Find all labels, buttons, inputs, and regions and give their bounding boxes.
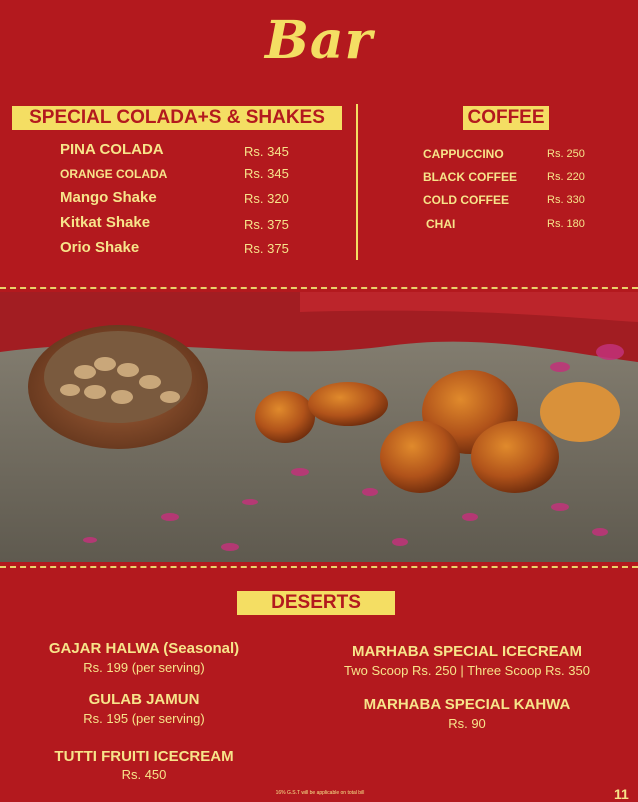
special-item-name: Mango Shake	[60, 189, 157, 206]
coffee-item-price: Rs. 250	[547, 148, 585, 160]
deserts-heading: DESERTS	[237, 591, 395, 615]
special-item-price: Rs. 345	[244, 166, 289, 181]
special-item-name: Orio Shake	[60, 239, 140, 256]
coffee-item-name: CHAI	[426, 217, 456, 231]
desert-price: Rs. 90	[448, 716, 486, 731]
section-divider	[356, 104, 358, 260]
special-item-price: Rs. 375	[244, 241, 289, 256]
divider-top	[0, 287, 638, 289]
special-item-price: Rs. 375	[244, 217, 289, 232]
dessert-illustration	[0, 292, 638, 562]
special-item-name: PINA COLADA	[60, 141, 164, 158]
desert-price: Rs. 199 (per serving)	[83, 660, 205, 675]
desert-price: Rs. 195 (per serving)	[83, 711, 205, 726]
coffee-item-price: Rs. 220	[547, 171, 585, 183]
desert-name: TUTTI FRUITI ICECREAM	[54, 748, 234, 765]
coffee-item-name: COLD COFFEE	[423, 193, 509, 207]
desert-name: MARHABA SPECIAL ICECREAM	[351, 643, 582, 660]
special-item-name: Kitkat Shake	[60, 214, 151, 231]
coffee-heading: COFFEE	[463, 106, 549, 130]
special-item-name: ORANGE COLADA	[60, 167, 168, 181]
special-heading: SPECIAL COLADA+S & SHAKES	[12, 106, 342, 130]
dessert-photo	[0, 292, 638, 562]
coffee-item-price: Rs. 330	[547, 194, 585, 206]
desert-price: Rs. 450	[121, 767, 167, 782]
coffee-item-name: BLACK COFFEE	[423, 170, 517, 184]
special-item-price: Rs. 345	[244, 144, 289, 159]
page-number: 11	[614, 786, 629, 802]
coffee-item-price: Rs. 180	[547, 218, 585, 230]
special-item-price: Rs. 320	[244, 191, 289, 206]
page-title: Bar	[264, 10, 374, 71]
desert-name: GAJAR HALWA (Seasonal)	[48, 640, 240, 657]
gst-footnote: 16% G.S.T will be applicable on total bill	[275, 790, 365, 796]
coffee-item-name: CAPPUCCINO	[423, 147, 504, 161]
desert-name: GULAB JAMUN	[88, 691, 200, 708]
divider-bottom	[0, 566, 638, 568]
desert-name: MARHABA SPECIAL KAHWA	[363, 696, 571, 713]
desert-price: Two Scoop Rs. 250 | Three Scoop Rs. 350	[344, 663, 590, 678]
